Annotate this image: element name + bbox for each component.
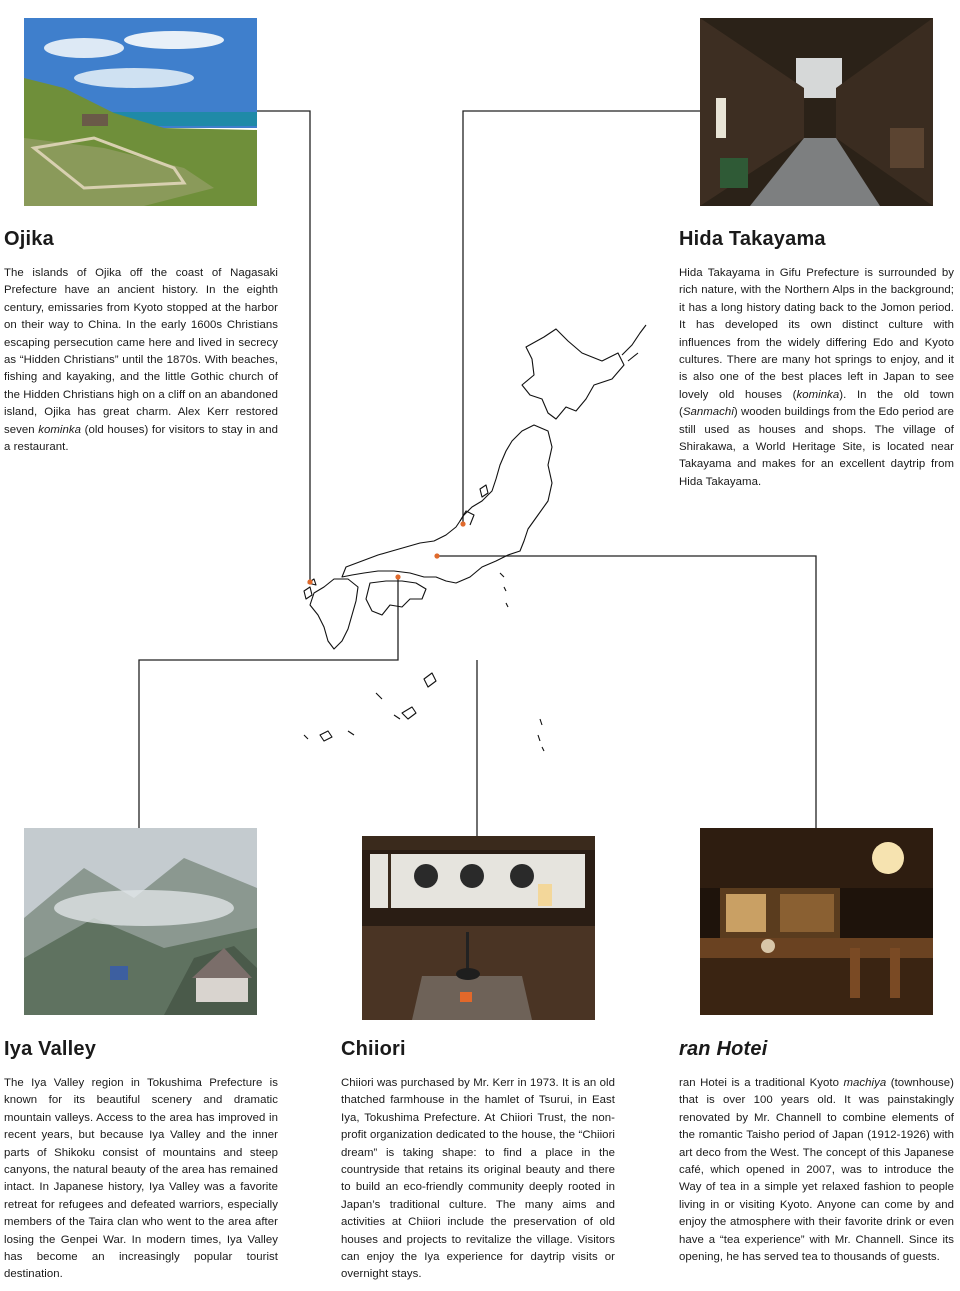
- ojika-title: Ojika: [4, 228, 54, 250]
- hokkaido-outline: [522, 329, 624, 419]
- emphasized-term: kominka: [796, 388, 840, 401]
- iya-valley-photo: [24, 828, 257, 1015]
- honshu-outline: [342, 425, 552, 583]
- chiiori-title: Chiiori: [341, 1038, 406, 1060]
- shikoku-outline: [366, 581, 426, 615]
- text-run: Hida Takayama in Gifu Prefecture is surrounded by rich nature, with the Northern Alps in the background; it has a long history dating back to the Jomon period. It has developed its own distinct culture with influences from the widely differing Edo and Kyoto cultures. There are many hot springs to enjoy, and it is also one of the best places left in Japan to see lovely old houses (: [679, 267, 954, 401]
- emphasized-term: Sanmachi: [682, 406, 734, 419]
- text-run: Chiiori was purchased by Mr. Kerr in 1973. It is an old thatched farmhouse in the hamlet of Tsurui, in East Iya, Tokushima Prefecture. At Chiiori Trust, the non-profit organization dedicated to the house, the “Chiiori dream” is taking shape: to find a place in the countryside that retains its original beauty and there to build an eco-friendly community deeply rooted in Japan’s traditional culture. The many aims and activities at Chiiori include the preservation of old houses and projects to revitalize the village. Visitors can enjoy the Iya experience for daytrip visits or overnight stays.: [341, 1077, 615, 1281]
- chiiori-photo: [362, 836, 595, 1020]
- izu-outline: [500, 573, 508, 607]
- kyushu-outline: [310, 579, 358, 649]
- ryukyu-outline: [304, 673, 436, 741]
- emphasized-term: machiya: [843, 1077, 887, 1089]
- kyoto-marker: [434, 553, 439, 558]
- iya-valley-description: [4, 1075, 278, 1284]
- ran-hotei-photo: [700, 828, 933, 1015]
- text-run: The islands of Ojika off the coast of Nagasaki Prefecture have an ancient history. In the eighth century, emissaries from Kyoto stopped at the harbor on their way to China. In the early 1600s Christians escaping persecution came here and lived in secrecy as “Hidden Christians” until the 1870s. With beaches, fishing and kayaking, and the little Gothic church of the Hidden Christians high on a cliff on an abandoned island, Ojika has great charm. Alex Kerr restored seven: [4, 267, 278, 436]
- ran-hotei-title: ran Hotei: [679, 1038, 768, 1060]
- hida-takayama-title: Hida Takayama: [679, 228, 826, 250]
- text-run: ) wooden buildings from the Edo period are still used as houses and shops. The village of Shirakawa, a World Heritage Site, is located near Takayama and makes for an excellent daytrip from Hida Takayama.: [679, 406, 954, 488]
- chiiori-description: [341, 1075, 615, 1284]
- emphasized-term: kominka: [38, 423, 82, 436]
- text-run: (townhouse) that is over 100 years old. It was painstakingly renovated by Mr. Channell to combine elements of the romantic Taisho period of Japan (1912-1926) with art deco from the West. The concept of this Japanese café, which opened in 2007, was to introduce the Way of tea in a simple yet relaxed fashion to people living in or visiting Kyoto. Anyone can come by and enjoy the atmosphere with their favorite drink or even have a “tea experience” with Mr. Channell. Since its opening, he has served tea to thousands of guests.: [679, 1077, 954, 1264]
- ogasawara-outline: [538, 719, 544, 751]
- ojika-description: [4, 265, 278, 456]
- iya-marker: [395, 574, 400, 579]
- text-run: (old houses) for visitors to stay in and a restaurant.: [4, 423, 278, 454]
- sado-outline: [480, 485, 488, 497]
- ojika-photo: [24, 18, 257, 206]
- kuril-outline: [622, 325, 646, 361]
- text-run: ran Hotei is a traditional Kyoto: [679, 1077, 844, 1089]
- japan-map: [290, 315, 660, 755]
- hida-takayama-photo: [700, 18, 933, 206]
- text-run: ). In the old town (: [679, 388, 954, 419]
- ran-hotei-description: [679, 1075, 954, 1266]
- text-run: The Iya Valley region in Tokushima Prefecture is known for its beautiful scenery and dramatic mountain valleys. Access to the area has improved in recent years, but because Iya Valley and the inner parts of Shikoku consist of mountains and steep canyons, the natural beauty of the area has remained intact. In Japanese history, Iya Valley was a favorite retreat for refugees and defeated warriors, especially members of the Taira clan who went to the area after losing the Genpei War. In modern times, Iya Valley has become an increasingly popular tourist destination.: [4, 1077, 278, 1281]
- iya-valley-title: Iya Valley: [4, 1038, 97, 1060]
- hida-marker: [460, 521, 465, 526]
- ojika-marker: [307, 579, 312, 584]
- hida-takayama-description: [679, 265, 954, 491]
